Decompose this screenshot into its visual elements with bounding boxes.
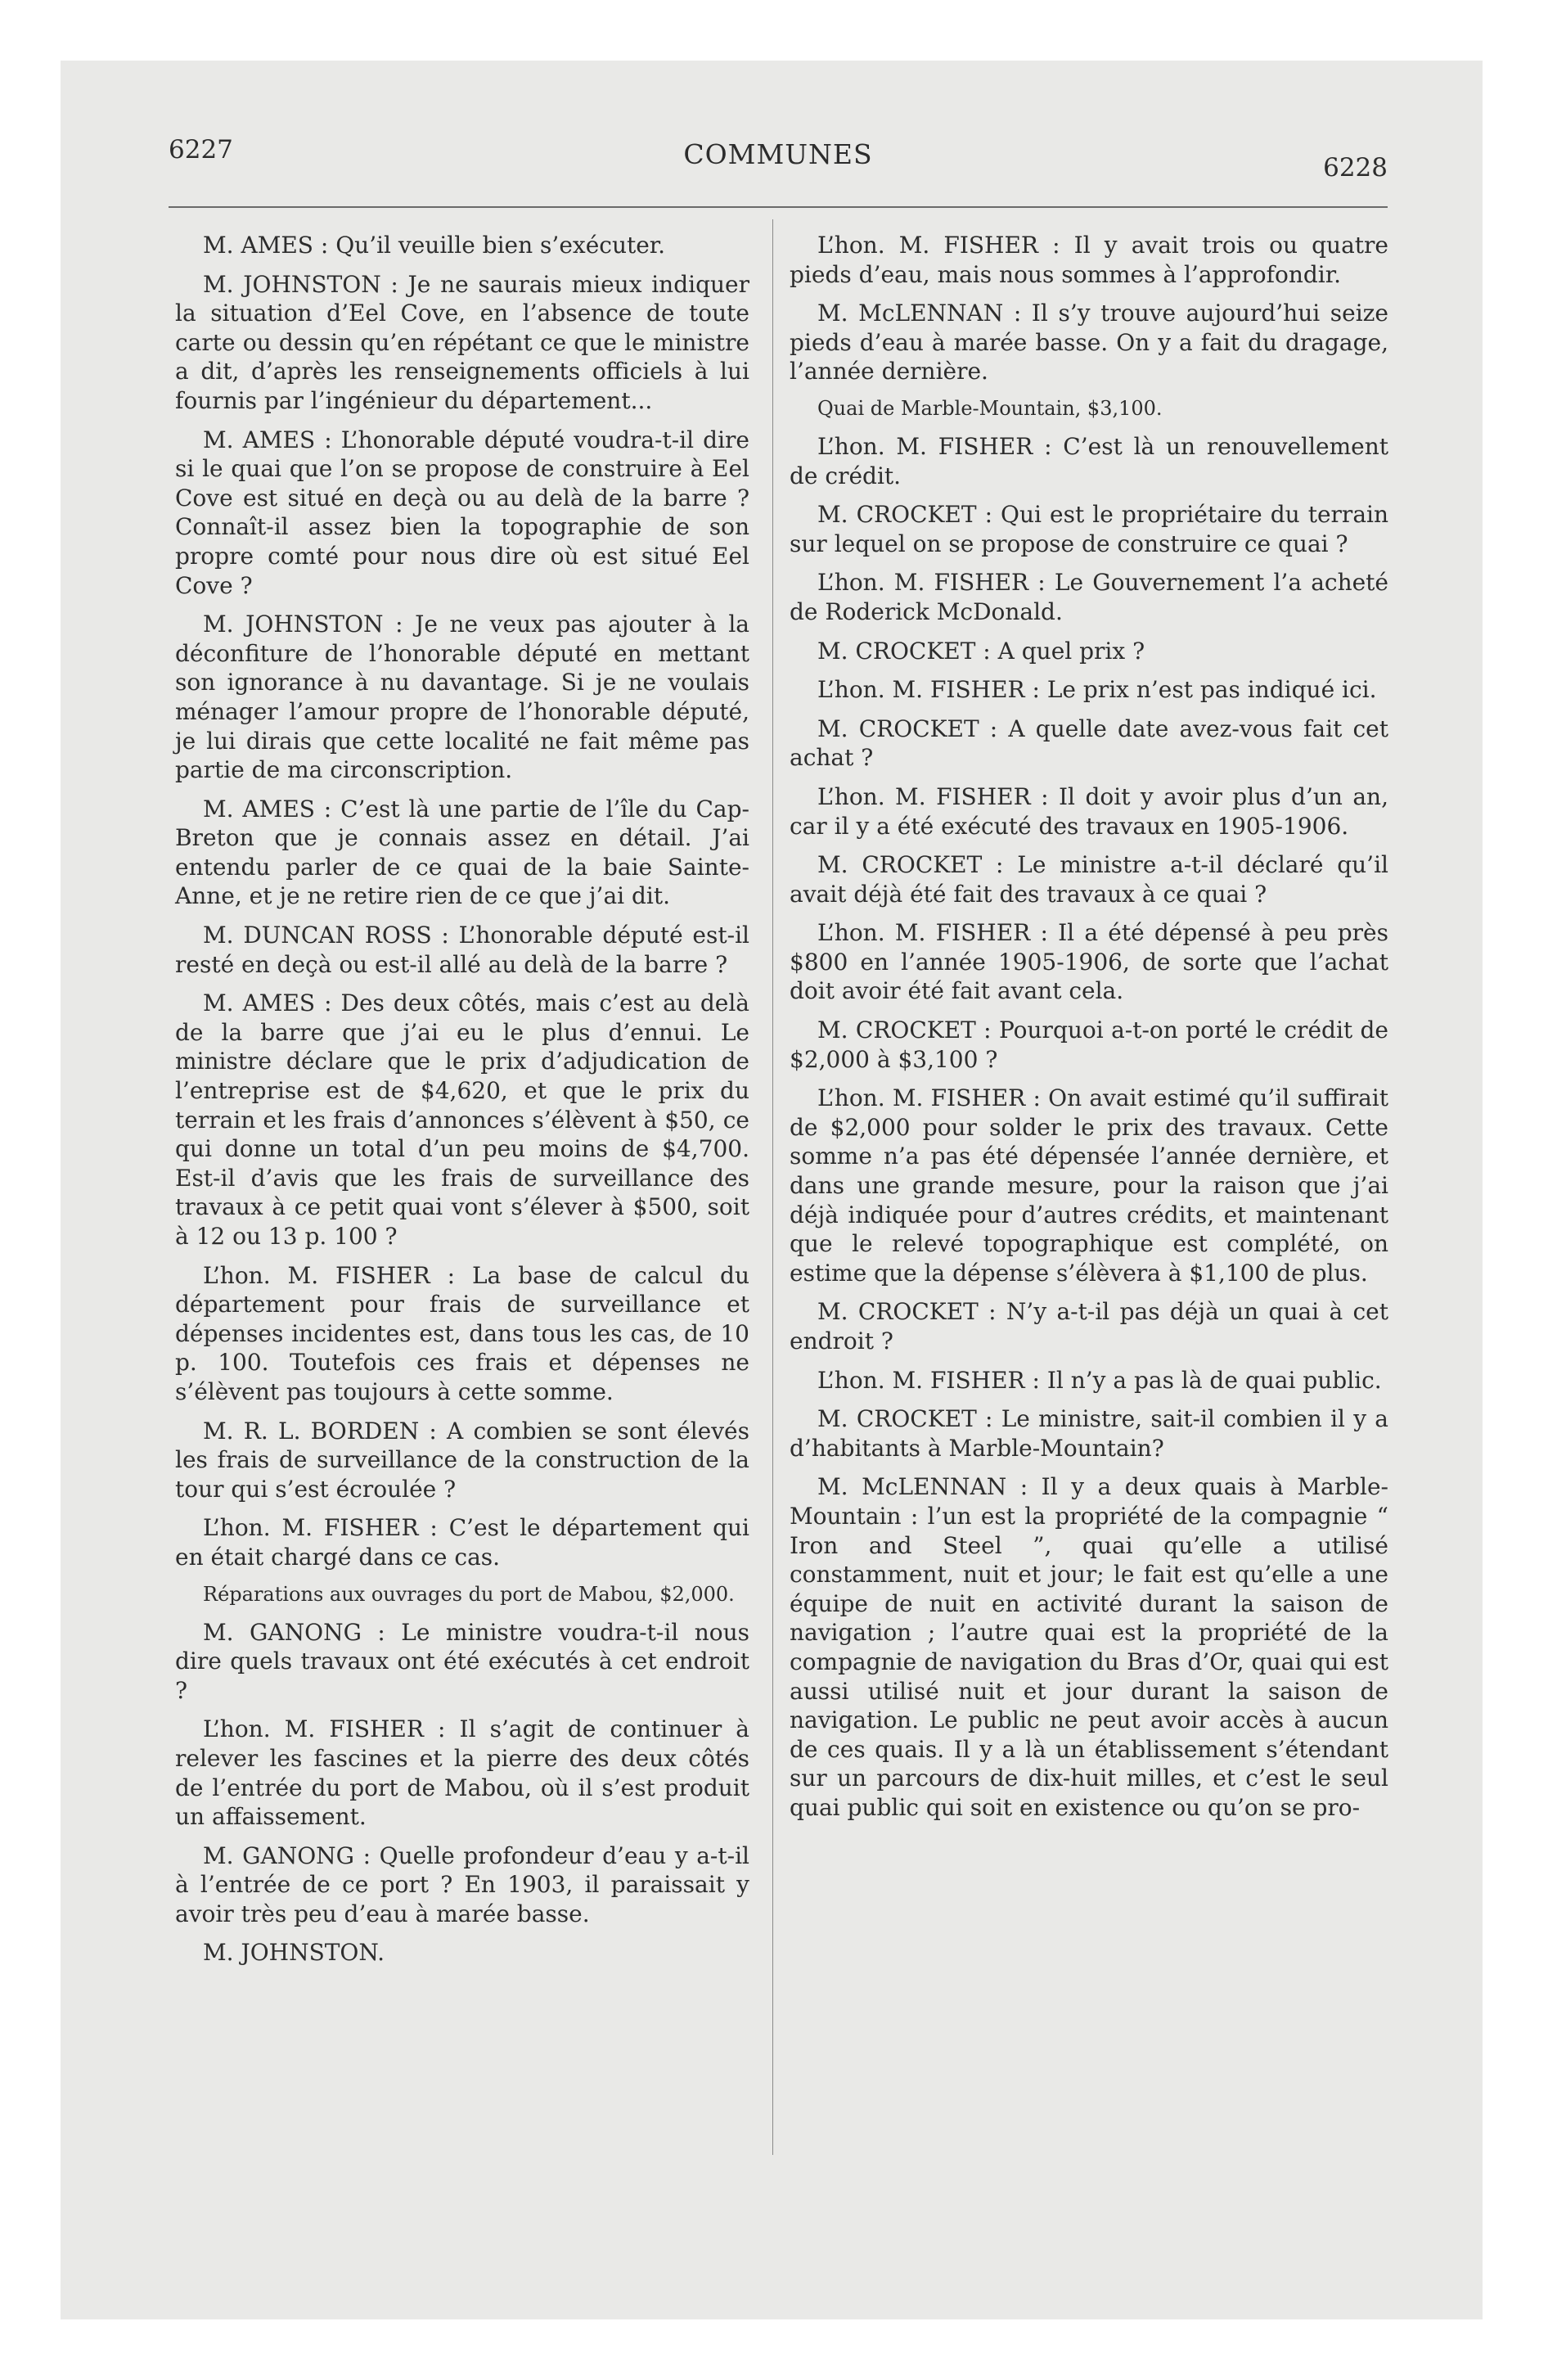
vote-item: Quai de Marble-Mountain, $3,100. bbox=[817, 396, 1163, 420]
paragraph: L’hon. M. FISHER : On avait estimé qu’il suffirait de $2,000 pour solder le prix des travaux. Cette somme n’a pas été dépensée l’année dernière, et dans une grande mesure, pour la raison que j’ai déjà indiquée pour d’autres crédits, et maintenant que le relevé topographique est complété, on estime que la dépense s’élèvera à $1,100 de plus. bbox=[790, 1084, 1388, 1287]
column-divider bbox=[772, 219, 773, 2155]
page-header bbox=[169, 135, 1388, 184]
paragraph: M. JOHNSTON. bbox=[203, 1939, 385, 1967]
paragraph: M. CROCKET : A quelle date avez-vous fait cet achat ? bbox=[790, 714, 1388, 772]
paragraph: M. CROCKET : A quel prix ? bbox=[817, 637, 1145, 665]
paragraph: L’hon. M. FISHER : Il doit y avoir plus d’un an, car il y a été exécuté des travaux en 1905-1906. bbox=[790, 782, 1388, 840]
paragraph: L’hon. M. FISHER : Il s’agit de continuer à relever les fascines et la pierre des deux côtés de l’entrée du port de Mabou, où il s’est produit un affaissement. bbox=[175, 1715, 749, 1831]
paragraph: M. GANONG : Quelle profondeur d’eau y a-t-il à l’entrée de ce port ? En 1903, il paraissait y avoir très peu d’eau à marée basse. bbox=[175, 1841, 749, 1927]
right-column bbox=[790, 231, 1388, 1832]
header-rule bbox=[169, 206, 1388, 208]
paragraph: M. CROCKET : Qui est le propriétaire du terrain sur lequel on se propose de construire ce quai ? bbox=[790, 501, 1388, 557]
page-number-right: 6228 bbox=[1323, 153, 1388, 183]
paragraph: M. AMES : Des deux côtés, mais c’est au delà de la barre que j’ai eu le plus d’ennui. Le ministre déclare que le prix d’adjudication de l’entreprise est de $4,620, et que le prix du terrain et les frais d’annonces s’élèvent à $50, ce qui donne un total d’un peu moins de $4,700. Est-il d’avis que les frais de surveillance des travaux à ce petit quai vont s’élever à $500, soit à 12 ou 13 p. 100 ? bbox=[175, 989, 749, 1250]
paragraph: M. CROCKET : Le ministre, sait-il combien il y a d’habitants à Marble-Mountain? bbox=[790, 1405, 1388, 1462]
paragraph: M. JOHNSTON : Je ne veux pas ajouter à la déconfiture de l’honorable député en mettant son ignorance à nu davantage. Si je ne voulais ménager l’amour propre de l’honorable député, je lui dirais que cette localité ne fait même pas partie de ma circonscription. bbox=[175, 611, 749, 784]
paragraph: M. AMES : Qu’il veuille bien s’exécuter. bbox=[203, 232, 666, 259]
paragraph: L’hon. M. FISHER : C’est le département qui en était chargé dans ce cas. bbox=[175, 1514, 749, 1571]
paragraph: L’hon. M. FISHER : La base de calcul du département pour frais de surveillance et dépenses incidentes est, dans tous les cas, de 10 p. 100. Toutefois ces frais et dépenses ne s’élèvent pas toujours à cette somme. bbox=[175, 1261, 749, 1405]
paragraph: M. R. L. BORDEN : A combien se sont élevés les frais de surveillance de la construction de la tour qui s’est écroulée ? bbox=[175, 1417, 749, 1503]
paragraph: M. AMES : C’est là une partie de l’île du Cap-Breton que je connais assez en détail. J’ai entendu parler de ce quai de la baie Sainte-Anne, et je ne retire rien de ce que j’ai dit. bbox=[175, 795, 749, 910]
paragraph: M. CROCKET : Le ministre a-t-il déclaré qu’il avait déjà été fait des travaux à ce quai ? bbox=[790, 851, 1388, 908]
paragraph: L’hon. M. FISHER : Il a été dépensé à peu près $800 en l’année 1905-1906, de sorte que l’achat doit avoir été fait avant cela. bbox=[790, 919, 1388, 1005]
paragraph: M. GANONG : Le ministre voudra-t-il nous dire quels travaux ont été exécutés à cet endroit ? bbox=[175, 1618, 749, 1704]
left-column bbox=[175, 231, 749, 1977]
paragraph: L’hon. M. FISHER : Le Gouvernement l’a acheté de Roderick McDonald. bbox=[790, 569, 1388, 625]
paragraph: M. McLENNAN : Il y a deux quais à Marble-Mountain : l’un est la propriété de la compagnie “ Iron and Steel ”, quai qu’elle a utilisé constamment, nuit et jour; le fait est qu’elle a une équipe de nuit en activité durant la saison de navigation ; l’autre quai est la propriété de la compagnie de navigation du Bras d’Or, quai qui est aussi utilisé nuit et jour durant la saison de navigation. Le public ne peut avoir accès à aucun de ces quais. Il y a là un établissement s’étendant sur un parcours de dix-huit milles, et c’est le seul quai public qui soit en existence ou qu’on se pro- bbox=[790, 1473, 1388, 1821]
paragraph: M. McLENNAN : Il s’y trouve aujourd’hui seize pieds d’eau à marée basse. On y a fait du dragage, l’année dernière. bbox=[790, 300, 1388, 385]
running-title: COMMUNES bbox=[683, 138, 873, 170]
paragraph: L’hon. M. FISHER : Le prix n’est pas indiqué ici. bbox=[817, 676, 1377, 704]
paragraph: M. CROCKET : Pourquoi a-t-on porté le crédit de $2,000 à $3,100 ? bbox=[790, 1016, 1388, 1073]
vote-item: Réparations aux ouvrages du port de Mabou, $2,000. bbox=[203, 1582, 735, 1606]
paragraph: M. JOHNSTON : Je ne saurais mieux indiquer la situation d’Eel Cove, en l’absence de toute carte ou dessin qu’en répétant ce que le ministre a dit, d’après les renseignements officiels à lui fournis par l’ingénieur du département... bbox=[175, 270, 749, 414]
paragraph: L’hon. M. FISHER : Il n’y a pas là de quai public. bbox=[817, 1366, 1382, 1394]
paragraph: M. DUNCAN ROSS : L’honorable député est-il resté en deçà ou est-il allé au delà de la barre ? bbox=[175, 922, 749, 978]
paragraph: L’hon. M. FISHER : C’est là un renouvellement de crédit. bbox=[790, 432, 1388, 489]
page-number-left: 6227 bbox=[169, 135, 233, 165]
paragraph: M. CROCKET : N’y a-t-il pas déjà un quai à cet endroit ? bbox=[790, 1298, 1388, 1355]
paragraph: M. AMES : L’honorable député voudra-t-il dire si le quai que l’on se propose de construire à Eel Cove est situé en deçà ou au delà de la barre ? Connaît-il assez bien la topographie de son propre comté pour nous dire où est situé Eel Cove ? bbox=[175, 426, 749, 599]
paragraph: L’hon. M. FISHER : Il y avait trois ou quatre pieds d’eau, mais nous sommes à l’approfondir. bbox=[790, 232, 1388, 288]
